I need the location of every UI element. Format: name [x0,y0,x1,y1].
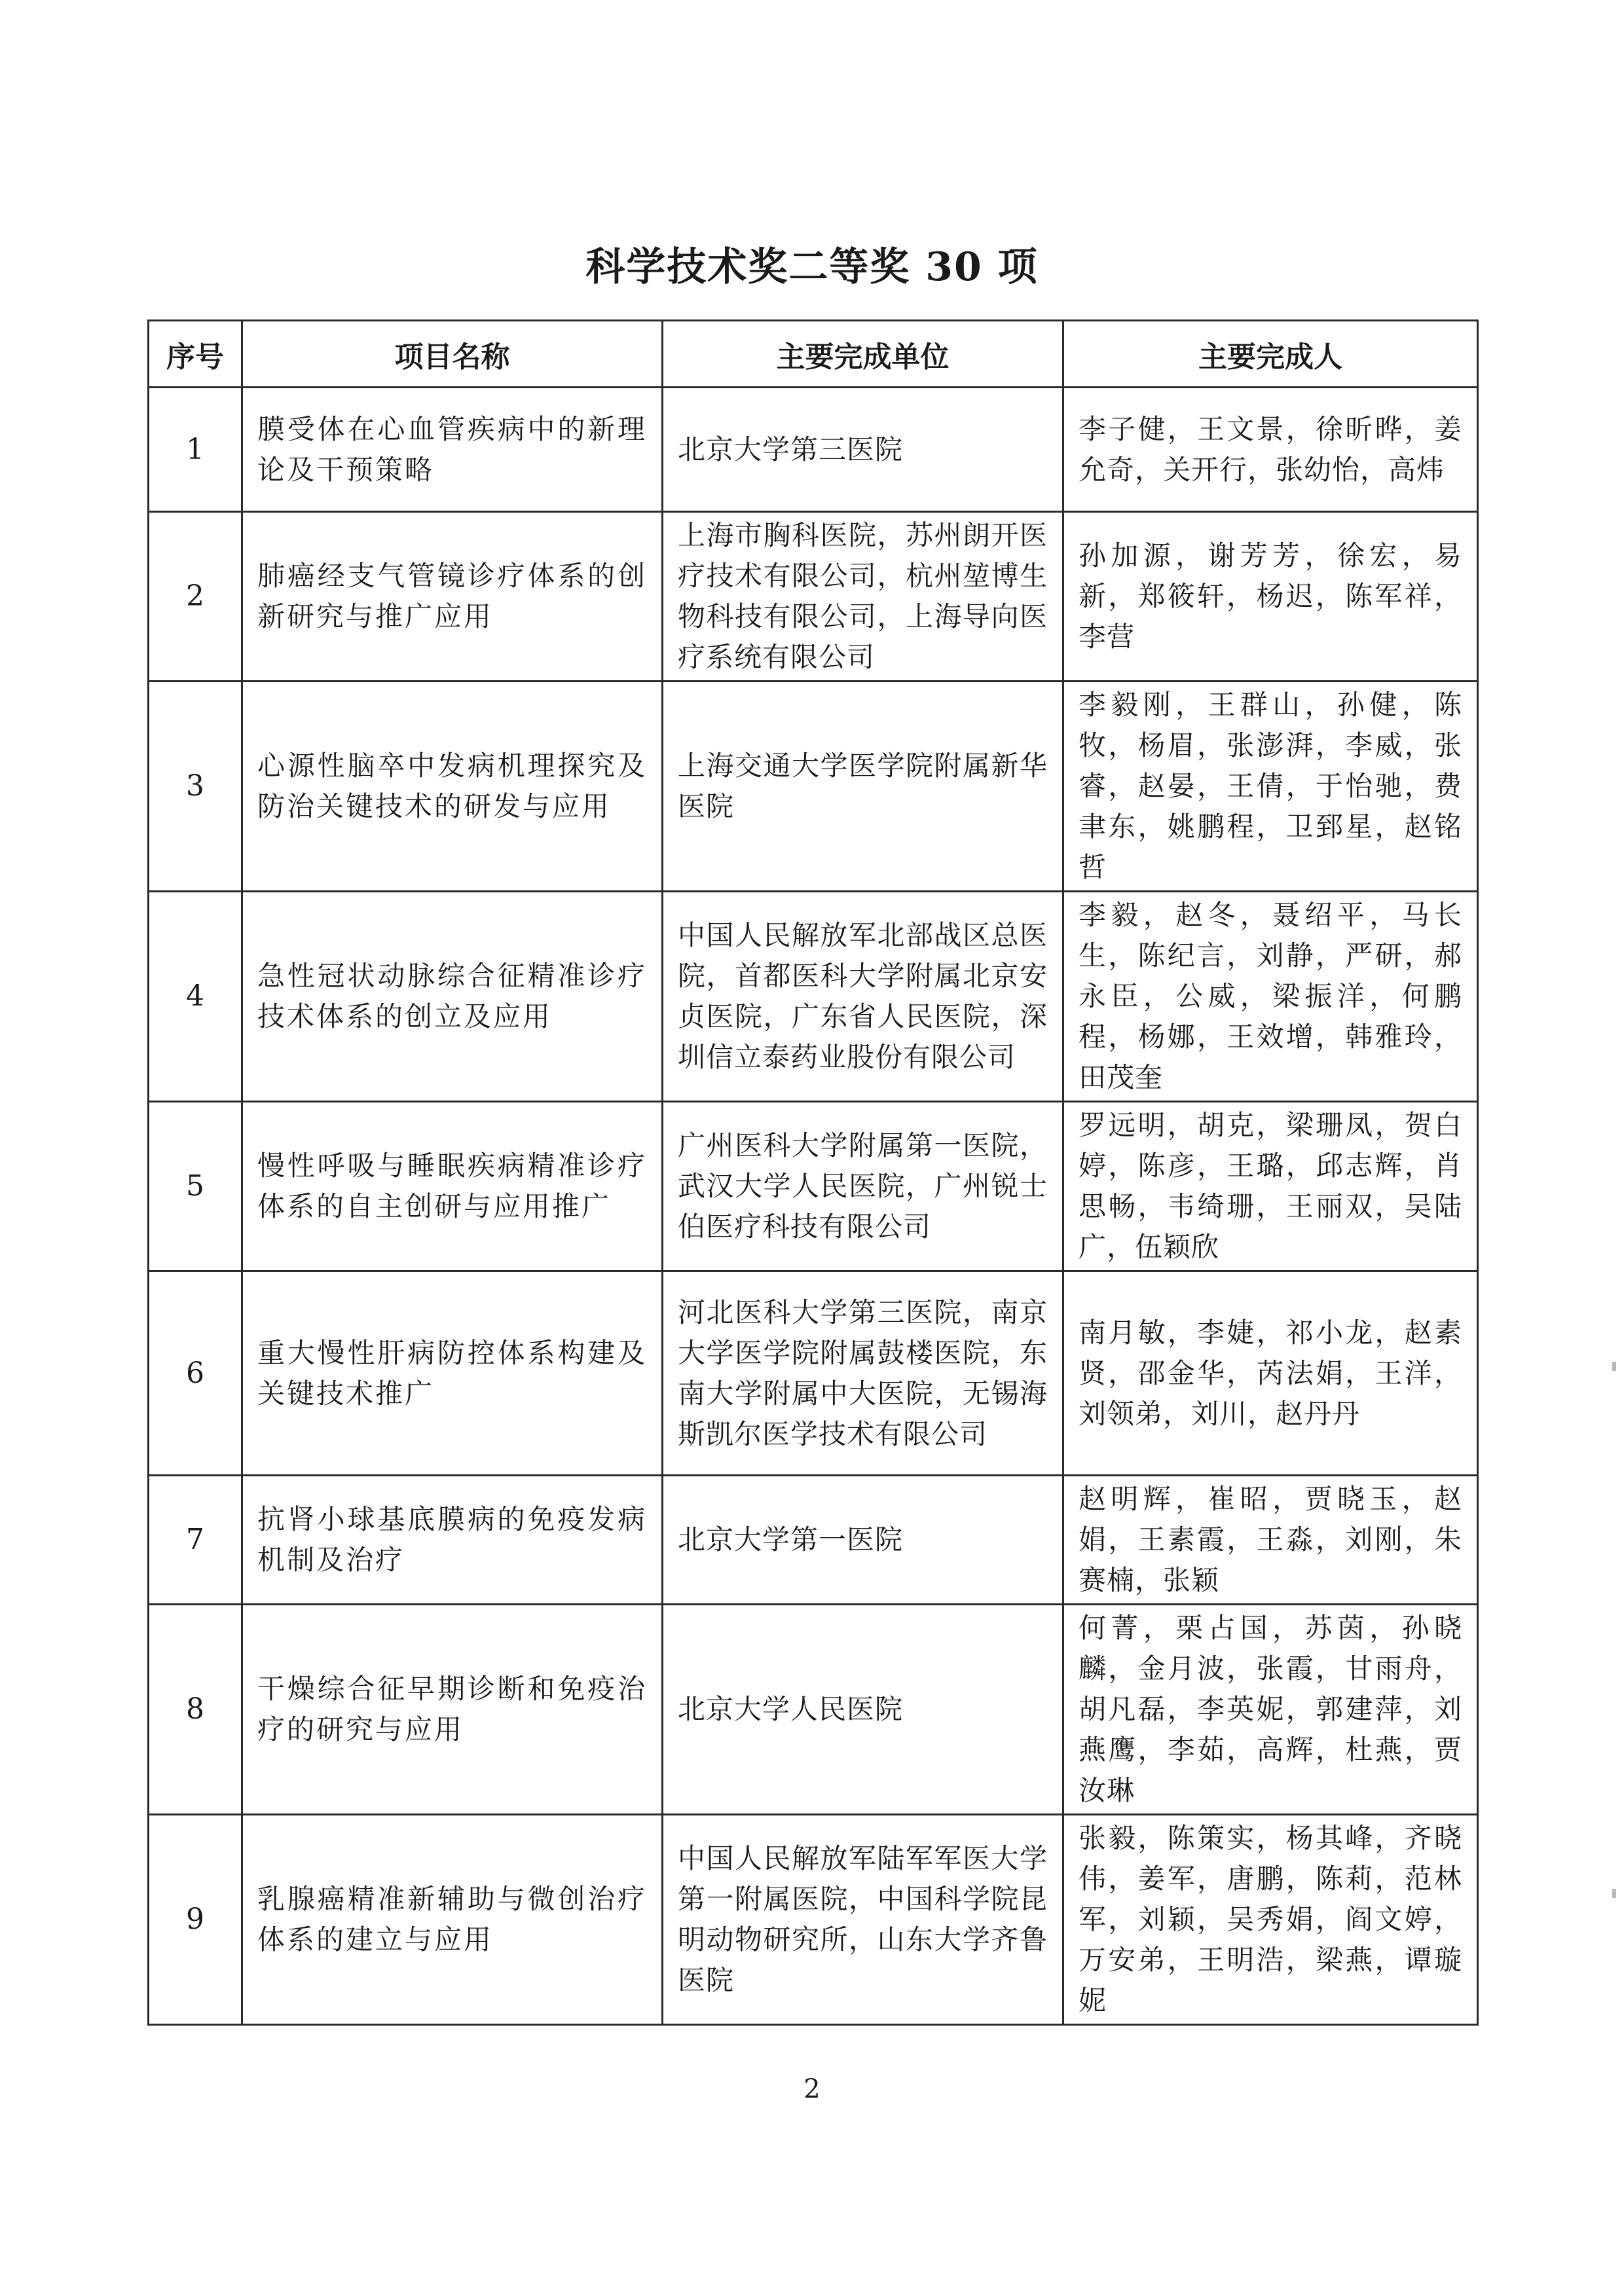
table-header [149,321,1478,388]
row-completing-persons: 何菁，栗占国，苏茵，孙晓麟，金月波，张霞，甘雨舟，胡凡磊，李英妮，郭建萍，刘燕鹰，李茹，高辉，杜燕，贾汝琳 [1063,1605,1478,1815]
table-row [149,1815,1478,2025]
table-row [149,892,1478,1102]
row-serial-number: 7 [149,1476,242,1605]
row-project-name: 乳腺癌精准新辅助与微创治疗体系的建立与应用 [242,1815,663,2025]
row-serial-number: 6 [149,1271,242,1476]
row-completing-persons: 李毅刚，王群山，孙健，陈牧，杨眉，张澎湃，李威，张睿，赵晏，王倩，于怡驰，费聿东，姚鹏程，卫郅星，赵铭哲 [1063,682,1478,892]
row-completing-units: 上海市胸科医院，苏州朗开医疗技术有限公司，杭州堃博生物科技有限公司，上海导向医疗系统有限公司 [663,512,1063,682]
row-completing-units: 广州医科大学附属第一医院，武汉大学人民医院，广州锐士伯医疗科技有限公司 [663,1102,1063,1271]
row-completing-units: 中国人民解放军北部战区总医院，首都医科大学附属北京安贞医院，广东省人民医院，深圳信立泰药业股份有限公司 [663,892,1063,1102]
row-completing-units: 上海交通大学医学院附属新华医院 [663,682,1063,892]
row-serial-number: 3 [149,682,242,892]
row-completing-units: 北京大学人民医院 [663,1605,1063,1815]
row-completing-units: 中国人民解放军陆军军医大学第一附属医院，中国科学院昆明动物研究所，山东大学齐鲁医院 [663,1815,1063,2025]
row-completing-persons: 罗远明，胡克，梁珊凤，贺白婷，陈彦，王璐，邱志辉，肖思畅，韦绮珊，王丽双，吴陆广，伍颖欣 [1063,1102,1478,1271]
row-completing-persons: 李子健，王文景，徐昕晔，姜允奇，关开行，张幼怡，高炜 [1063,388,1478,512]
row-project-name: 膜受体在心血管疾病中的新理论及干预策略 [242,388,663,512]
table-row [149,512,1478,682]
row-serial-number: 4 [149,892,242,1102]
table-row [149,388,1478,512]
row-project-name: 急性冠状动脉综合征精准诊疗技术体系的创立及应用 [242,892,663,1102]
table-row [149,1605,1478,1815]
row-completing-units: 河北医科大学第三医院，南京大学医学院附属鼓楼医院，东南大学附属中大医院，无锡海斯凯尔医学技术有限公司 [663,1271,1063,1476]
header-project-name: 项目名称 [242,321,663,388]
row-completing-persons: 张毅，陈策实，杨其峰，齐晓伟，姜军，唐鹏，陈莉，范林军，刘颖，吴秀娟，阎文婷，万安弟，王明浩，梁燕，谭璇妮 [1063,1815,1478,2025]
table-row [149,1476,1478,1605]
table-row [149,1102,1478,1271]
row-serial-number: 9 [149,1815,242,2025]
row-completing-persons: 南月敏，李婕，祁小龙，赵素贤，邵金华，芮法娟，王洋，刘领弟，刘川，赵丹丹 [1063,1271,1478,1476]
award-table [147,319,1479,2026]
header-completing-persons: 主要完成人 [1063,321,1478,388]
row-project-name: 重大慢性肝病防控体系构建及关键技术推广 [242,1271,663,1476]
row-project-name: 肺癌经支气管镜诊疗体系的创新研究与推广应用 [242,512,663,682]
table-body [149,388,1478,2025]
row-completing-units: 北京大学第一医院 [663,1476,1063,1605]
page-number: 2 [803,2074,821,2104]
page-title: 科学技术奖二等奖 30 项 [585,244,1039,290]
table-row [149,1271,1478,1476]
row-project-name: 干燥综合征早期诊断和免疫治疗的研究与应用 [242,1605,663,1815]
row-serial-number: 2 [149,512,242,682]
row-serial-number: 5 [149,1102,242,1271]
row-project-name: 心源性脑卒中发病机理探究及防治关键技术的研发与应用 [242,682,663,892]
header-completing-units: 主要完成单位 [663,321,1063,388]
header-serial-number: 序号 [149,321,242,388]
header-row [149,321,1478,388]
row-serial-number: 1 [149,388,242,512]
row-completing-persons: 李毅，赵冬，聂绍平，马长生，陈纪言，刘静，严研，郝永臣，公威，梁振洋，何鹏程，杨娜，王效增，韩雅玲，田茂奎 [1063,892,1478,1102]
row-completing-persons: 赵明辉，崔昭，贾晓玉，赵娟，王素霞，王淼，刘刚，朱赛楠，张颖 [1063,1476,1478,1605]
scan-artifact-mark [1612,1362,1616,1371]
row-completing-units: 北京大学第三医院 [663,388,1063,512]
table-row [149,682,1478,892]
row-project-name: 抗肾小球基底膜病的免疫发病机制及治疗 [242,1476,663,1605]
row-completing-persons: 孙加源，谢芳芳，徐宏，易新，郑筱轩，杨迟，陈军祥，李营 [1063,512,1478,682]
row-serial-number: 8 [149,1605,242,1815]
row-project-name: 慢性呼吸与睡眠疾病精准诊疗体系的自主创研与应用推广 [242,1102,663,1271]
scan-artifact-mark [1612,1889,1616,1898]
